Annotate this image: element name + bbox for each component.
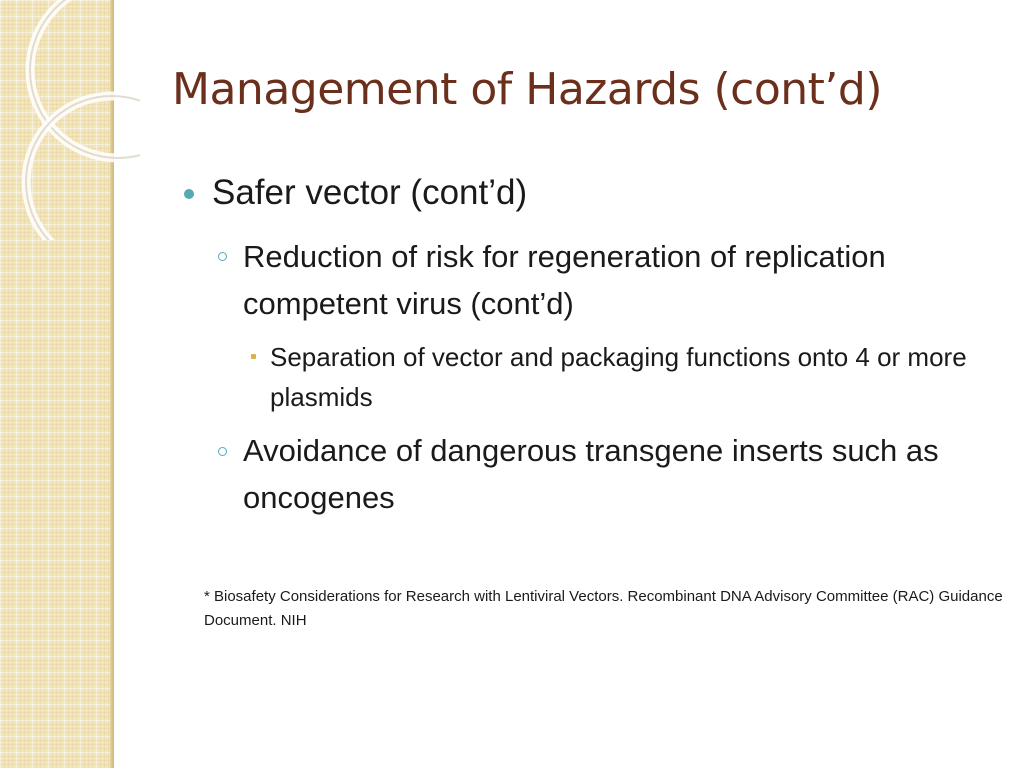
bullet-dot-icon <box>184 189 194 199</box>
bullet-level1: Safer vector (cont’d) <box>212 173 528 212</box>
bullet-ring-icon <box>218 447 227 456</box>
slide-title: Management of Hazards (cont’d) <box>172 64 882 115</box>
footnote: * Biosafety Considerations for Research with Lentiviral Vectors. Recombinant DNA Advisory Committee (RAC) Guidance Document. NIH <box>204 588 1003 629</box>
bullet-level2-item2: Avoidance of dangerous transgene inserts such as oncogenes <box>243 433 939 515</box>
bullet-level3-item: Separation of vector and packaging functions onto 4 or more plasmids <box>270 342 967 412</box>
bullet-square-icon <box>251 354 256 359</box>
bullet-ring-icon <box>218 252 227 261</box>
decorative-rings <box>0 0 140 240</box>
bullet-level2-item1: Reduction of risk for regeneration of replication competent virus (cont’d) <box>243 239 886 321</box>
